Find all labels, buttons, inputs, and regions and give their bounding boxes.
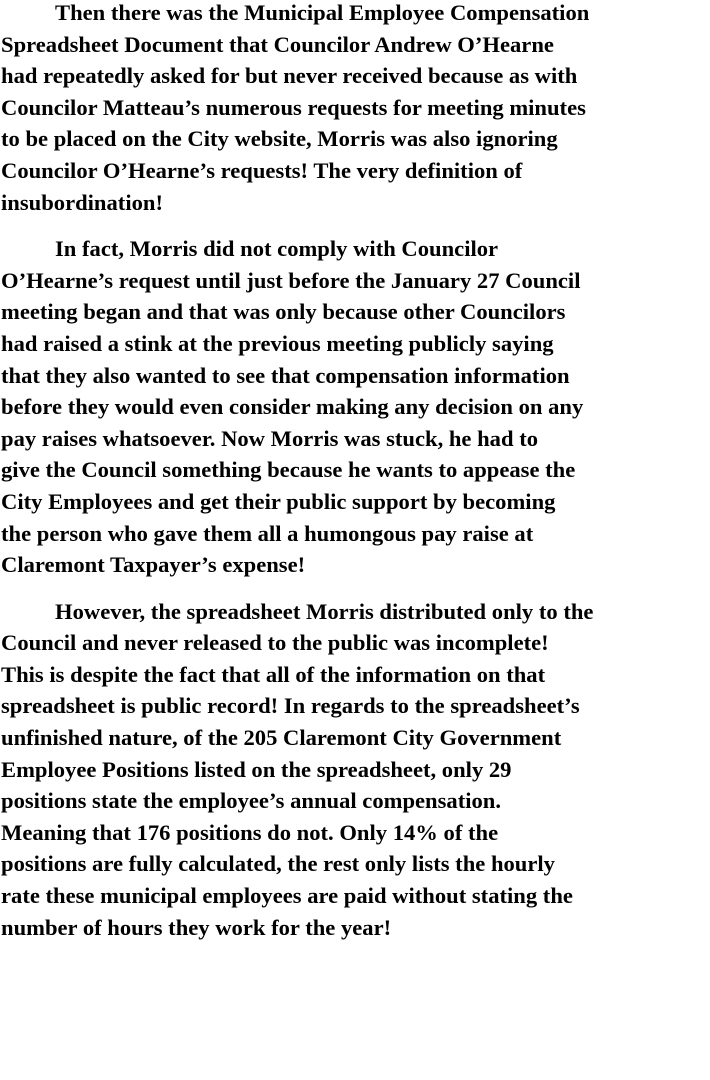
text-line: to be placed on the City website, Morris was also ignoring	[1, 126, 558, 152]
text-line: rate these municipal employees are paid without stating the	[1, 883, 573, 909]
text-line: that they also wanted to see that compensation information	[1, 362, 570, 388]
paragraph-1	[1, 0, 710, 218]
text-line: Employee Positions listed on the spreadsheet, only 29	[1, 756, 512, 782]
text-line: City Employees and get their public support by becoming	[1, 488, 556, 514]
text-line: positions state the employee’s annual compensation.	[1, 788, 502, 814]
text-line: insubordination!	[1, 189, 163, 215]
text-line: had repeatedly asked for but never received because as with	[1, 63, 578, 89]
text-line: pay raises whatsoever. Now Morris was stuck, he had to	[1, 425, 539, 451]
text-line: Meaning that 176 positions do not. Only 14% of the	[1, 819, 499, 845]
text-line: the person who gave them all a humongous pay raise at	[1, 520, 534, 546]
text-line: Council and never released to the public was incomplete!	[1, 630, 549, 656]
text-line: meeting began and that was only because other Councilors	[1, 299, 566, 325]
text-line: spreadsheet is public record! In regards to the spreadsheet’s	[1, 693, 580, 719]
text-line: give the Council something because he wants to appease the	[1, 457, 576, 483]
text-line: positions are fully calculated, the rest only lists the hourly	[1, 851, 555, 877]
text-line: Councilor Matteau’s numerous requests for meeting minutes	[1, 94, 586, 120]
text-line: unfinished nature, of the 205 Claremont City Government	[1, 725, 562, 751]
text-line: before they would even consider making any decision on any	[1, 394, 584, 420]
text-line: had raised a stink at the previous meeting publicly saying	[1, 330, 554, 356]
text-line: number of hours they work for the year!	[1, 914, 392, 940]
text-line: In fact, Morris did not comply with Councilor	[55, 236, 499, 262]
text-line: Then there was the Municipal Employee Compensation	[55, 0, 590, 25]
text-line: O’Hearne’s request until just before the January 27 Council	[1, 267, 581, 293]
paragraph-3	[1, 596, 710, 944]
text-line: This is despite the fact that all of the information on that	[1, 661, 546, 687]
text-line: Spreadsheet Document that Councilor Andrew O’Hearne	[1, 31, 554, 57]
paragraph-2	[1, 233, 710, 581]
text-line: Councilor O’Hearne’s requests! The very definition of	[1, 157, 523, 183]
text-line: However, the spreadsheet Morris distributed only to the	[55, 598, 594, 624]
text-line: Claremont Taxpayer’s expense!	[1, 552, 306, 578]
